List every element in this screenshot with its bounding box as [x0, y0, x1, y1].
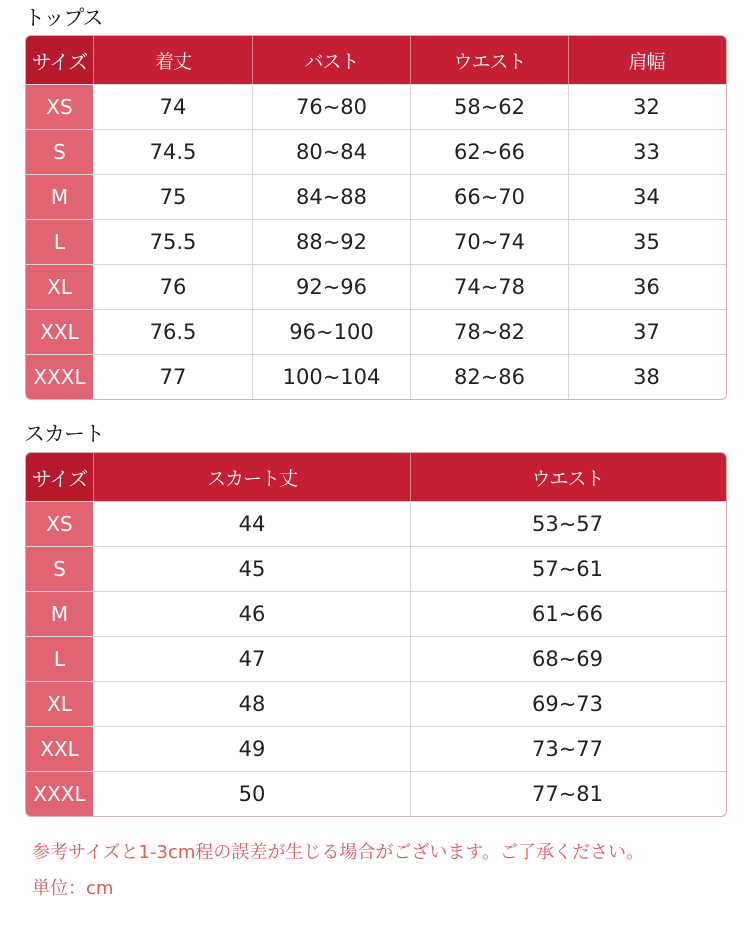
skirt-value-cell: 57~61 [410, 547, 724, 591]
skirt-size-label: M [26, 592, 94, 636]
tops-value-cell: 62~66 [410, 130, 568, 174]
tops-table-row [26, 129, 726, 174]
skirt-table-row [26, 546, 726, 591]
skirt-title: スカート [24, 422, 104, 446]
tops-value-cell: 82~86 [410, 355, 568, 399]
tops-title: トップス [24, 6, 103, 30]
tops-value-cell: 66~70 [410, 175, 568, 219]
tops-value-cell: 100~104 [252, 355, 410, 399]
tops-table-row [26, 264, 726, 309]
tops-size-label: XXL [26, 310, 94, 354]
skirt-size-table [25, 452, 727, 817]
tops-value-cell: 35 [568, 220, 724, 264]
skirt-value-cell: 48 [238, 692, 266, 716]
skirt-size-label: S [26, 547, 94, 591]
skirt-header-cell: スカート丈 [206, 467, 297, 490]
skirt-table-row [26, 501, 726, 546]
tops-header-cell: 着丈 [154, 50, 191, 73]
tops-value-cell: 75.5 [149, 230, 197, 254]
skirt-value-cell: 47 [238, 647, 266, 671]
tops-value-cell: 77 [159, 365, 187, 389]
skirt-table-row [26, 771, 726, 816]
tops-value-cell: 37 [568, 310, 724, 354]
tops-value-cell: 70~74 [410, 220, 568, 264]
skirt-value-cell: 53~57 [410, 502, 724, 546]
tops-value-cell: 34 [568, 175, 724, 219]
skirt-value-cell: 44 [238, 512, 266, 536]
skirt-header-cell: ウエスト [410, 453, 724, 501]
tops-value-cell: 78~82 [410, 310, 568, 354]
tops-header-cell: 肩幅 [568, 36, 724, 84]
tops-size-label: M [26, 175, 94, 219]
tops-value-cell: 96~100 [252, 310, 410, 354]
tops-value-cell: 88~92 [252, 220, 410, 264]
tops-value-cell: 84~88 [252, 175, 410, 219]
tops-header-cell: サイズ [26, 36, 94, 84]
tops-header-cell: バスト [252, 36, 410, 84]
tops-value-cell: 75 [159, 185, 187, 209]
skirt-value-cell: 50 [238, 782, 266, 806]
tops-header-cell: ウエスト [410, 36, 568, 84]
tops-table-row [26, 84, 726, 129]
skirt-size-label: XL [26, 682, 94, 726]
tops-size-label: XS [26, 85, 94, 129]
tops-value-cell: 76 [159, 275, 187, 299]
tops-size-label: XXXL [26, 355, 94, 399]
skirt-table-row [26, 636, 726, 681]
unit-note: 単位：cm [32, 878, 114, 899]
tops-table-row [26, 174, 726, 219]
skirt-value-cell: 77~81 [410, 772, 724, 816]
skirt-value-cell: 69~73 [410, 682, 724, 726]
tops-table-row [26, 354, 726, 399]
tops-value-cell: 74~78 [410, 265, 568, 309]
skirt-table-row [26, 681, 726, 726]
tops-value-cell: 33 [568, 130, 724, 174]
error-note: 参考サイズと1-3cm程の誤差が生じる場合がございます。ご了承ください。 [32, 842, 644, 863]
tops-value-cell: 38 [568, 355, 724, 399]
tops-size-label: XL [26, 265, 94, 309]
tops-value-cell: 92~96 [252, 265, 410, 309]
tops-size-table [25, 35, 727, 400]
tops-table-row [26, 219, 726, 264]
skirt-table-row [26, 726, 726, 771]
tops-table-row [26, 309, 726, 354]
skirt-table-row [26, 591, 726, 636]
tops-value-cell: 36 [568, 265, 724, 309]
tops-value-cell: 74.5 [149, 140, 197, 164]
tops-value-cell: 58~62 [410, 85, 568, 129]
skirt-value-cell: 73~77 [410, 727, 724, 771]
tops-value-cell: 76~80 [252, 85, 410, 129]
tops-value-cell: 74 [159, 95, 187, 119]
skirt-value-cell: 61~66 [410, 592, 724, 636]
skirt-header-cell: サイズ [26, 453, 94, 501]
tops-size-label: L [26, 220, 94, 264]
skirt-size-label: XXXL [26, 772, 94, 816]
skirt-value-cell: 68~69 [410, 637, 724, 681]
tops-size-label: S [26, 130, 94, 174]
tops-value-cell: 80~84 [252, 130, 410, 174]
skirt-value-cell: 45 [238, 557, 266, 581]
tops-value-cell: 32 [568, 85, 724, 129]
skirt-value-cell: 49 [238, 737, 266, 761]
tops-header-row [26, 36, 726, 84]
skirt-size-label: XXL [26, 727, 94, 771]
tops-value-cell: 76.5 [149, 320, 197, 344]
skirt-size-label: XS [26, 502, 94, 546]
skirt-value-cell: 46 [238, 602, 266, 626]
skirt-size-label: L [26, 637, 94, 681]
skirt-header-row [26, 453, 726, 501]
